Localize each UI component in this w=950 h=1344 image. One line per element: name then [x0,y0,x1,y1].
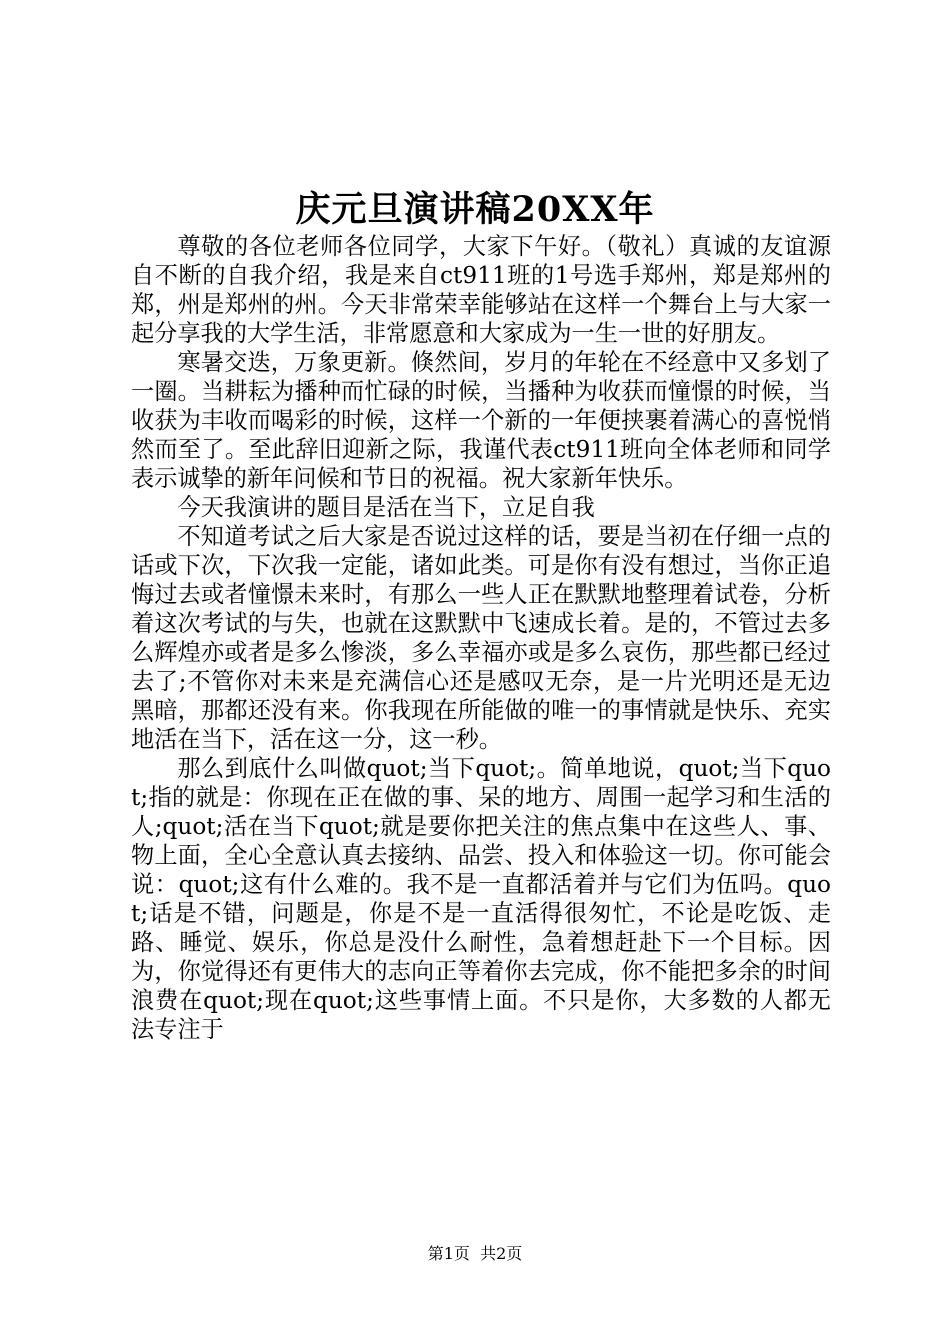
page-footer [0,1244,950,1264]
page-number: 第1页 共2页 [427,1244,523,1263]
paragraph-new-year: 寒暑交迭，万象更新。倏然间，岁月的年轮在不经意中又多划了一圈。当耕耘为播种而忙碌的时候，当播种为收获而憧憬的时候，当收获为丰收而喝彩的时候，这样一个新的一年便挟裹着满心的喜悦悄然而至了。至此辞旧迎新之际，我谨代表ct911班向全体老师和同学表示诚挚的新年问候和节日的祝福。祝大家新年快乐。 [131,349,831,492]
paragraph-exam: 不知道考试之后大家是否说过这样的话，要是当初在仔细一点的话或下次，下次我一定能，诸如此类。可是你有没有想过，当你正追悔过去或者憧憬未来时，有那么一些人正在默默地整理着试卷，分析着这次考试的与失，也就在这默默中飞速成长着。是的，不管过去多么辉煌亦或者是多么惨淡，多么幸福亦或是多么哀伤，那些都已经过去了;不管你对未来是充满信心还是感叹无奈，是一片光明还是无边黑暗，那都还没有来。你我现在所能做的唯一的事情就是快乐、充实地活在当下，活在这一分，这一秒。 [131,523,831,753]
document-title: 庆元旦演讲稿20XX年 [295,189,655,230]
paragraph-greeting: 尊敬的各位老师各位同学，大家下午好。（敬礼）真诚的友谊源自不断的自我介绍，我是来自ct911班的1号选手郑州，郑是郑州的郑，州是郑州的州。今天非常荣幸能够站在这样一个舞台上与大家一起分享我的大学生活，非常愿意和大家成为一生一世的好朋友。 [131,233,831,347]
paragraph-present-moment: 那么到底什么叫做quot;当下quot;。简单地说，quot;当下quot;指的就是：你现在正在做的事、呆的地方、周围一起学习和生活的人;quot;活在当下quot;就是要你把关注的焦点集中在这些人、事、物上面，全心全意认真去接纳、品尝、投入和体验这一切。你可能会说：quot;这有什么难的。我不是一直都活着并与它们为伍吗。quot;话是不错，问题是，你是不是一直活得很匆忙，不论是吃饭、走路、睡觉、娱乐，你总是没什么耐性，急着想赶赴下一个目标。因为，你觉得还有更伟大的志向正等着你去完成，你不能把多余的时间浪费在quot;现在quot;这些事情上面。不只是你，大多数的人都无法专注于 [131,755,831,1043]
paragraph-topic: 今天我演讲的题目是活在当下，立足自我 [177,494,595,521]
document-body [131,232,831,1044]
